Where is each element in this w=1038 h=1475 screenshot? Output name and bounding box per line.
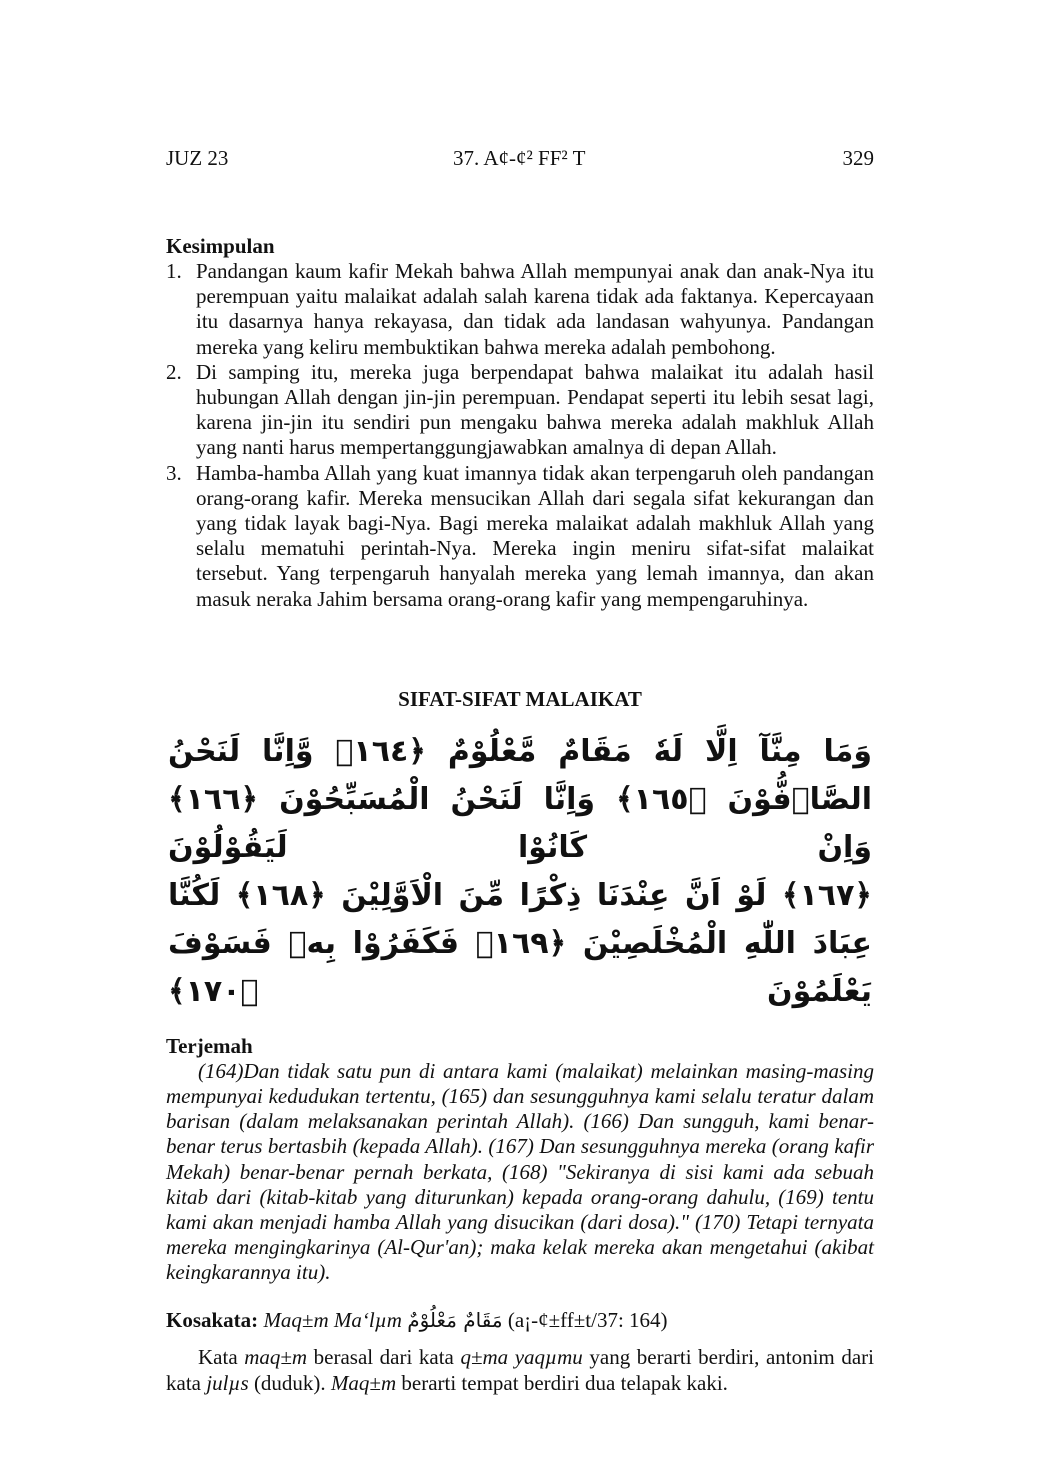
list-text: Di samping itu, mereka juga berpendapat bahwa malaikat itu adalah hasil hubungan Allah dengan jin-jin perempuan. Pendapat seperti itu lebih sesat lagi, karena jin-jin itu sendiri pun mengaku bahwa mereka adalah makhluk Allah yang nanti harus mempertanggungjawabkan amalnya di depan Allah. xyxy=(196,359,874,460)
vocabulary-term: Maq±m Ma‘lµm xyxy=(263,1307,402,1332)
surah-title: 37. A¢-¢² FF² T xyxy=(453,146,586,170)
arabic-line-2: ﴿١٦٧﴾ لَوْ اَنَّ عِنْدَنَا ذِكْرًا مِّنَ الْاَوَّلِيْنَ ﴿١٦٨﴾ لَكُنَّا عِبَادَ اللّٰهِ الْمُخْلَصِيْنَ ﴿١٦٩﴾ فَكَفَرُوْا بِهٖ فَسَوْفَ يَعْلَمُوْنَ ﴿١٧٠﴾ xyxy=(168,877,872,1009)
para-text: berarti tempat berdiri dua telapak kaki. xyxy=(396,1370,728,1395)
list-number: 2. xyxy=(166,359,182,384)
list-number: 1. xyxy=(166,259,182,283)
page-content xyxy=(166,234,874,1396)
list-text: Hamba-hamba Allah yang kuat imannya tidak akan terpengaruh oleh pandangan orang-orang kafir. Mereka mensucikan Allah dari segala sifat kekurangan dan yang tidak layak bagi-Nya. Bagi mereka malaikat adalah makhluk Allah yang selalu mematuhi perintah-Nya. Mereka ingin meniru sifat-sifat malaikat tersebut. Yang terpengaruh hanyalah mereka yang lemah imannya, dan akan masuk neraka Jahim bersama orang-orang kafir yang mempengaruhinya. xyxy=(196,460,874,611)
list-item xyxy=(166,259,874,360)
translation-heading: Terjemah xyxy=(166,1033,253,1058)
vocabulary-label: Kosakata: xyxy=(166,1307,259,1332)
vocabulary-reference: (a¡-¢±ff±t/37: 164) xyxy=(507,1307,668,1332)
vocabulary-arabic: مَقَامٌ مَعْلُوْمٌ xyxy=(407,1307,503,1332)
page-header xyxy=(166,146,874,174)
para-text: berasal dari kata xyxy=(307,1344,461,1369)
section-title: SIFAT-SIFAT MALAIKAT xyxy=(398,686,642,711)
para-text: Kata xyxy=(198,1344,245,1369)
para-text: (duduk). xyxy=(248,1370,331,1395)
para-text: yang berarti berdiri, antonim dari kata xyxy=(166,1344,874,1395)
juz-label: JUZ 23 xyxy=(166,146,229,170)
conclusion-list xyxy=(166,259,874,612)
arabic-line-1: وَمَا مِنَّآ اِلَّا لَهٗ مَقَامٌ مَّعْلُوْمٌ ﴿١٦٤﴾ وَّاِنَّا لَنَحْنُ الصَّاۤفُّوْنَ ﴿١٦٥﴾ وَاِنَّا لَنَحْنُ الْمُسَبِّحُوْنَ ﴿١٦٦﴾ وَاِنْ كَانُوْا لَيَقُوْلُوْنَ xyxy=(168,733,872,865)
vocabulary-line xyxy=(166,1306,874,1334)
term-word: maq±m xyxy=(244,1344,308,1369)
list-item xyxy=(166,360,874,461)
term-word: julµs xyxy=(206,1370,249,1395)
list-number: 3. xyxy=(166,460,182,485)
arabic-verses xyxy=(166,728,874,1016)
vocabulary-paragraph xyxy=(166,1344,874,1396)
list-text: Pandangan kaum kafir Mekah bahwa Allah mempunyai anak dan anak-Nya itu perempuan yaitu malaikat adalah salah karena tidak ada faktanya. Kepercayaan itu dasarnya hanya rekayasa, dan tidak ada landasan wahyunya. Pandangan mereka yang keliru membuktikan bahwa mereka adalah pembohong. xyxy=(196,259,874,359)
page-number: 329 xyxy=(842,146,874,170)
translation-text: (164)Dan tidak satu pun di antara kami (malaikat) melainkan masing-masing mempunyai kedudukan tertentu, (165) dan sesungguhnya kami selalu teratur dalam barisan (dalam melaksanakan perintah Allah). (166) Dan sungguh, kami benar-benar terus bertasbih (kepada Allah). (167) Dan sesungguhnya mereka (orang kafir Mekah) benar-benar pernah berkata, (168) "Sekiranya di sisi kami ada sebuah kitab dari (kitab-kitab yang diturunkan) kepada orang-orang dahulu, (169) tentu kami akan menjadi hamba Allah yang disucikan (dari dosa)." (170) Tetapi ternyata mereka mengingkarinya (Al-Qur'an); maka kelak mereka akan mengetahui (akibat keingkarannya itu). xyxy=(166,1058,874,1285)
term-word: q±ma yaqµmu xyxy=(460,1344,583,1369)
conclusion-heading: Kesimpulan xyxy=(166,234,275,258)
term-word: Maq±m xyxy=(330,1370,397,1395)
list-item xyxy=(166,461,874,612)
